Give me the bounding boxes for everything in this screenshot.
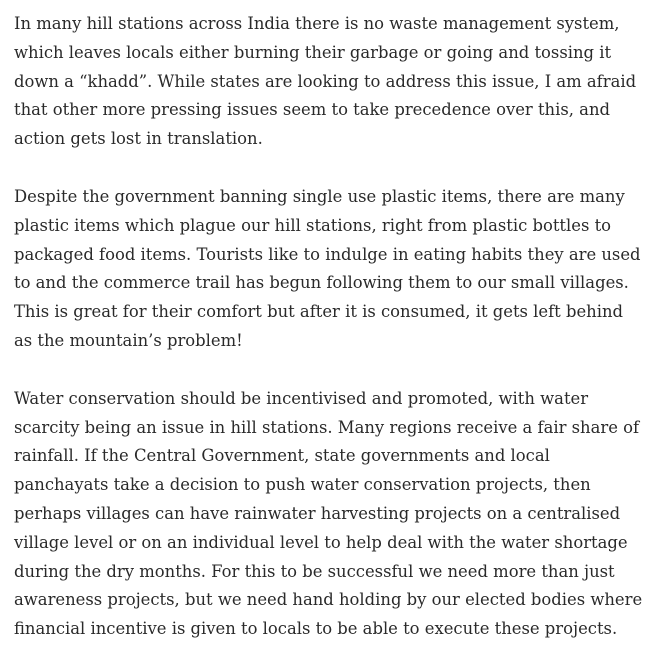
paragraph-water-conservation: Water conservation should be incentivised and promoted, with water scarcity being an issue in hill stations. Many regions receive a fair share of rainfall. If the Central Government, state governments and local panchayats take a decision to push water conservation projects, then perhaps villages can have rainwater harvesting projects on a centralised village level or on an individual level to help deal with the water shortage during the dry months. For this to be successful we need more than just awareness projects, but we need hand holding by our elected bodies where financial incentive is given to locals to be able to execute these projects.	[14, 388, 643, 639]
paragraph-plastic-items: Despite the government banning single use plastic items, there are many plastic items which plague our hill stations, right from plastic bottles to packaged food items. Tourists like to indulge in eating habits they are used to and the commerce trail has begun following them to our small villages. This is great for their comfort but after it is consumed, it gets left behind as the mountain’s problem!	[14, 186, 641, 350]
article-body	[14, 10, 644, 644]
paragraph-waste-management: In many hill stations across India there is no waste management system, which leaves locals either burning their garbage or going and tossing it down a “khadd”. While states are looking to address this issue, I am afraid that other more pressing issues seem to take precedence over this, and action gets lost in translation.	[14, 14, 637, 149]
